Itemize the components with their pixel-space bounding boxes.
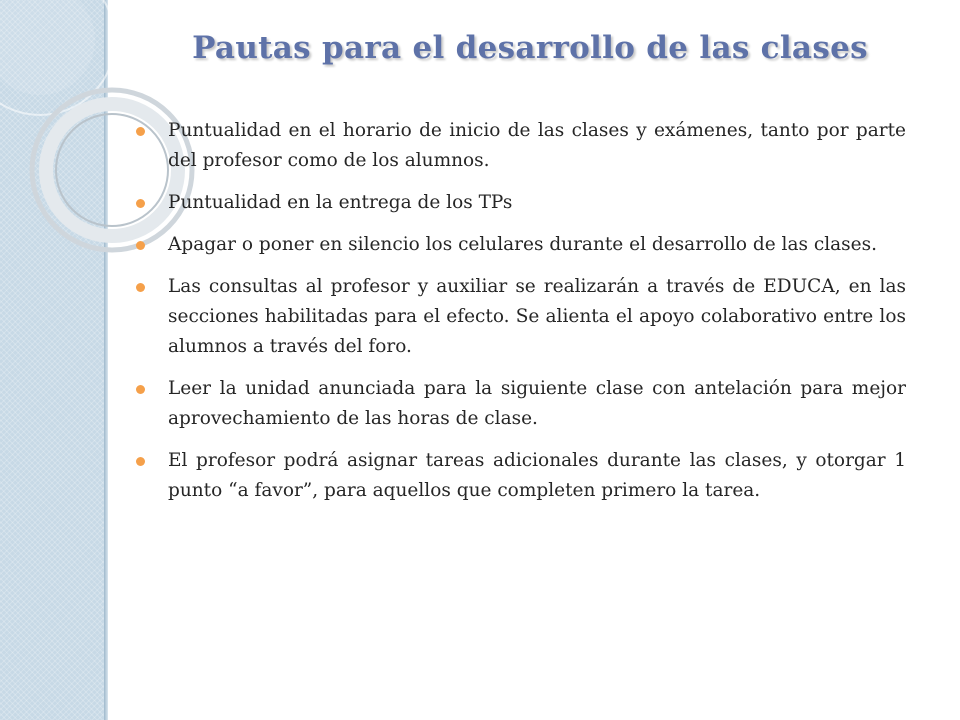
bullet-item <box>134 230 906 260</box>
bullet-item <box>134 272 906 362</box>
bullet-item <box>134 374 906 434</box>
bullet-dot-icon <box>136 283 145 292</box>
bullet-text: El profesor podrá asignar tareas adicionales durante las clases, y otorgar 1 punto “a favor”, para aquellos que completen primero la tarea. <box>168 450 906 501</box>
deco-circle-top-fill <box>0 0 95 95</box>
bullet-dot-icon <box>136 457 145 466</box>
bullet-text: Puntualidad en el horario de inicio de las clases y exámenes, tanto por parte del profesor como de los alumnos. <box>168 120 906 171</box>
bullet-dot-icon <box>136 199 145 208</box>
bullet-dot-icon <box>136 241 145 250</box>
bullet-text: Apagar o poner en silencio los celulares durante el desarrollo de las clases. <box>168 234 877 255</box>
bullet-list <box>134 116 906 518</box>
bullet-dot-icon <box>136 127 145 136</box>
bullet-text: Puntualidad en la entrega de los TPs <box>168 192 513 213</box>
bullet-dot-icon <box>136 385 145 394</box>
bullet-text: Las consultas al profesor y auxiliar se realizarán a través de EDUCA, en las secciones habilitadas para el efecto. Se alienta el apoyo colaborativo entre los alumnos a través del foro. <box>168 276 906 357</box>
slide-title: Pautas para el desarrollo de las clases <box>192 30 868 66</box>
bullet-text: Leer la unidad anunciada para la siguiente clase con antelación para mejor aprovechamiento de las horas de clase. <box>168 378 906 429</box>
bullet-item <box>134 446 906 506</box>
bullet-item <box>134 116 906 176</box>
bullet-item <box>134 188 906 218</box>
